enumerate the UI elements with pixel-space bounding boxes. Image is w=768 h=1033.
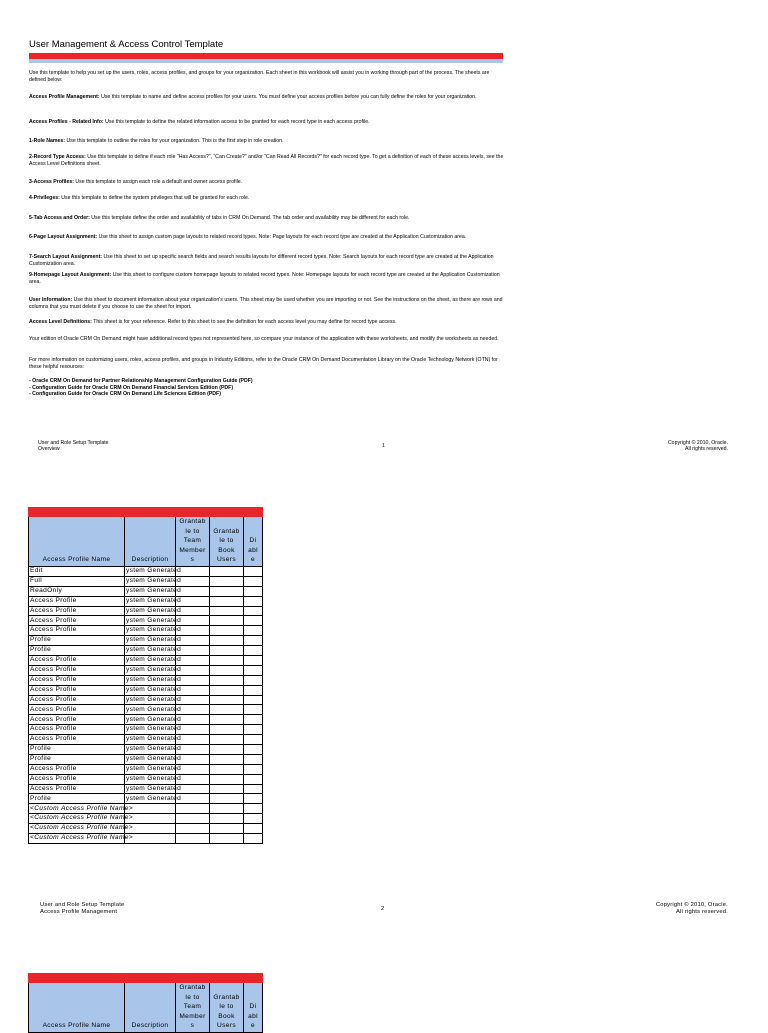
overview-paragraph <box>29 336 505 343</box>
overview-paragraph <box>29 119 505 126</box>
overview-paragraph <box>29 319 505 326</box>
overview-paragraph <box>29 215 505 222</box>
empty-cell[interactable] <box>244 586 263 596</box>
paragraph-text: Use this template to define the related information access to be granted for each record type in each access profile. <box>103 119 370 125</box>
paragraph-heading: Access Level Definitions: <box>29 319 92 325</box>
empty-cell[interactable] <box>244 764 263 774</box>
table-row <box>29 606 263 616</box>
empty-cell[interactable] <box>244 567 263 577</box>
empty-cell[interactable] <box>210 754 244 764</box>
empty-cell[interactable] <box>210 794 244 804</box>
paragraph-text: Use this template to help you set up the users, roles, access profiles, and groups for your organization. Each sheet in this workbook will assist you in working through part of the process. The sheets are defined below: <box>29 70 490 83</box>
description-cell[interactable]: ystem Generated <box>125 705 176 715</box>
empty-cell[interactable] <box>210 626 244 636</box>
paragraph-text: Use this sheet to assign custom page layouts to related record types. Note: Page layouts for each record type are created at the Application Customization area. <box>97 234 467 240</box>
empty-cell[interactable] <box>244 705 263 715</box>
empty-cell[interactable] <box>176 814 210 824</box>
profile-name-cell[interactable]: Profile <box>29 745 125 755</box>
empty-cell[interactable] <box>210 567 244 577</box>
overview-paragraph <box>29 70 505 83</box>
paragraph-heading: Access Profile Management: <box>29 94 100 100</box>
overview-paragraph <box>29 234 505 241</box>
paragraph-text: Use this template to name and define access profiles for your users. You must define your access profiles before you can fully define the roles for your organization. <box>99 94 477 100</box>
empty-cell[interactable] <box>244 824 263 834</box>
overview-paragraph <box>29 195 505 202</box>
description-cell[interactable]: ystem Generated <box>125 725 176 735</box>
profile-name-cell[interactable]: ReadOnly <box>29 586 125 596</box>
table-row <box>29 794 263 804</box>
column-header: Description <box>125 517 176 567</box>
profile-name-cell[interactable]: Full <box>29 576 125 586</box>
overview-paragraph <box>29 154 505 167</box>
paragraph-text: Use this template define the order and availability of tabs in CRM On Demand. The tab order and availability may be different for each role. <box>89 215 410 221</box>
description-cell[interactable]: ystem Generated <box>125 576 176 586</box>
table-row <box>29 745 263 755</box>
access-profile-table <box>28 507 263 844</box>
profile-name-cell[interactable]: Access Profile <box>29 616 125 626</box>
overview-paragraph <box>29 272 505 285</box>
empty-cell[interactable] <box>210 804 244 814</box>
profile-name-cell[interactable]: Access Profile <box>29 656 125 666</box>
column-header: Description <box>125 983 176 1033</box>
table-row <box>29 715 263 725</box>
red-band-cell <box>125 974 176 983</box>
table-row <box>29 725 263 735</box>
empty-cell[interactable] <box>244 616 263 626</box>
empty-cell[interactable] <box>244 834 263 844</box>
custom-profile-name-cell[interactable]: <Custom Access Profile Name> <box>29 834 125 844</box>
description-cell[interactable]: ystem Generated <box>125 567 176 577</box>
empty-cell[interactable] <box>176 804 210 814</box>
profile-name-cell[interactable]: Edit <box>29 567 125 577</box>
profile-name-cell[interactable]: Access Profile <box>29 764 125 774</box>
empty-cell[interactable] <box>210 616 244 626</box>
profile-name-cell[interactable]: Access Profile <box>29 695 125 705</box>
description-cell[interactable]: ystem Generated <box>125 675 176 685</box>
description-cell[interactable]: ystem Generated <box>125 646 176 656</box>
empty-cell[interactable] <box>244 626 263 636</box>
footer-copyright-2 <box>618 902 728 916</box>
access-profile-table-continued <box>28 973 263 1033</box>
description-cell[interactable]: ystem Generated <box>125 784 176 794</box>
empty-cell[interactable] <box>210 646 244 656</box>
resource-link[interactable]: - Oracle CRM On Demand for Partner Relationship Management Configuration Guide (PDF) <box>29 378 253 384</box>
paragraph-text: Use this sheet to configure custom homepage layouts to related record types. Note: Homepage layouts for each record type are created at the Application Customization area. <box>29 272 500 285</box>
overview-paragraph <box>29 94 505 101</box>
empty-cell[interactable] <box>210 576 244 586</box>
paragraph-heading: 2-Record Type Access: <box>29 154 86 160</box>
copyright-line-2: Copyright © 2010, Oracle. <box>655 902 728 908</box>
rights-line: All rights reserved. <box>685 446 728 453</box>
table-row <box>29 774 263 784</box>
column-header: Grantab le to Team Member s <box>176 983 210 1033</box>
profile-name-cell[interactable]: Access Profile <box>29 715 125 725</box>
empty-cell[interactable] <box>244 596 263 606</box>
empty-cell[interactable] <box>210 685 244 695</box>
red-band-cell <box>176 508 210 517</box>
empty-cell[interactable] <box>244 804 263 814</box>
description-cell[interactable]: ystem Generated <box>125 636 176 646</box>
profile-name-cell[interactable]: Profile <box>29 646 125 656</box>
table-row <box>29 567 263 577</box>
paragraph-text: Use this template to assign each role a default and owner access profile. <box>73 179 243 185</box>
overview-paragraph <box>29 179 505 186</box>
red-band-cell <box>244 508 263 517</box>
red-band-cell <box>29 974 125 983</box>
empty-cell[interactable] <box>210 705 244 715</box>
empty-cell[interactable] <box>210 636 244 646</box>
empty-cell[interactable] <box>244 576 263 586</box>
empty-cell[interactable] <box>244 735 263 745</box>
empty-cell[interactable] <box>176 834 210 844</box>
empty-cell[interactable] <box>244 715 263 725</box>
description-cell[interactable]: ystem Generated <box>125 606 176 616</box>
red-band-cell <box>29 508 125 517</box>
custom-profile-row <box>29 834 263 844</box>
empty-cell[interactable] <box>210 606 244 616</box>
paragraph-heading: 9-Homepage Layout Assignment: <box>29 272 112 278</box>
table-row <box>29 646 263 656</box>
empty-cell[interactable] <box>244 745 263 755</box>
paragraph-text: This sheet is for your reference. Refer to this sheet to see the definition for each access level you may define for record type access. <box>91 319 397 325</box>
paragraph-text: Use this template to define if each role "Has Access?", "Can Create?" and/or "Can Read All Records?" for each record type. To get a definition of each of these access levels, see the Access Level Definitions sheet. <box>29 154 504 167</box>
table-row <box>29 784 263 794</box>
empty-cell[interactable] <box>244 774 263 784</box>
column-header: Di abl e <box>244 983 263 1033</box>
description-cell[interactable]: ystem Generated <box>125 754 176 764</box>
header-red-band <box>29 508 263 517</box>
column-header: Grantab le to Book Users <box>210 983 244 1033</box>
paragraph-text: For more information on customizing users, roles, access profiles, and groups in Industry Editions, refer to the Oracle CRM On Demand Documentation Library on the Oracle Technology Network (OTN) for these helpful resources: <box>29 357 498 370</box>
red-band-cell <box>125 508 176 517</box>
red-band-cell <box>210 974 244 983</box>
header-red-band <box>29 974 263 983</box>
empty-cell[interactable] <box>244 646 263 656</box>
resource-list <box>29 378 505 398</box>
overview-paragraph <box>29 138 505 145</box>
profile-name-cell[interactable]: Access Profile <box>29 774 125 784</box>
empty-cell[interactable] <box>210 725 244 735</box>
description-cell[interactable]: ystem Generated <box>125 685 176 695</box>
empty-cell[interactable] <box>244 814 263 824</box>
empty-cell[interactable] <box>210 715 244 725</box>
profile-name-cell[interactable]: Profile <box>29 636 125 646</box>
resource-link[interactable]: - Configuration Guide for Oracle CRM On Demand Life Sciences Edition (PDF) <box>29 391 221 398</box>
page-title: User Management & Access Control Template <box>29 39 224 50</box>
column-header: Grantab le to Book Users <box>210 517 244 567</box>
red-band-cell <box>210 508 244 517</box>
description-cell[interactable]: ystem Generated <box>125 626 176 636</box>
custom-profile-name-cell[interactable]: <Custom Access Profile Name> <box>29 804 125 814</box>
table-row <box>29 586 263 596</box>
rights-line-2: All rights reserved. <box>675 909 728 915</box>
empty-cell[interactable] <box>244 665 263 675</box>
resource-link[interactable]: - Configuration Guide for Oracle CRM On Demand Financial Services Edition (PDF) <box>29 384 234 391</box>
table-row <box>29 656 263 666</box>
table-row <box>29 705 263 715</box>
footer-sheet-name: Overview <box>38 446 60 453</box>
empty-cell[interactable] <box>210 764 244 774</box>
paragraph-heading: 7-Search Layout Assignment: <box>29 254 103 260</box>
empty-cell[interactable] <box>210 656 244 666</box>
paragraph-text: Your edition of Oracle CRM On Demand might have additional record types not represented here, so compare your instance of the application with these worksheets, and modify the worksheets as needed. <box>29 336 499 342</box>
empty-cell[interactable] <box>210 784 244 794</box>
table-row <box>29 735 263 745</box>
table-row <box>29 754 263 764</box>
footer-template-name: User and Role Setup Template <box>38 440 109 446</box>
description-cell[interactable]: ystem Generated <box>125 665 176 675</box>
footer-left-2 <box>40 902 124 916</box>
empty-cell[interactable] <box>244 636 263 646</box>
empty-cell[interactable] <box>244 606 263 616</box>
profile-name-cell[interactable]: Profile <box>29 794 125 804</box>
empty-cell[interactable] <box>210 675 244 685</box>
table-row <box>29 675 263 685</box>
description-cell[interactable]: ystem Generated <box>125 745 176 755</box>
empty-cell[interactable] <box>210 695 244 705</box>
table-row <box>29 685 263 695</box>
empty-cell[interactable] <box>210 745 244 755</box>
description-cell[interactable]: ystem Generated <box>125 764 176 774</box>
profile-name-cell[interactable]: Access Profile <box>29 626 125 636</box>
paragraph-text: Use this sheet to set up specific search fields and search results layouts for different record types. Note: Search layouts for each record type are created at the Application Customization area. <box>29 254 494 267</box>
custom-profile-row <box>29 824 263 834</box>
paragraph-text: Use this template to define the system privileges that will be granted for each role. <box>59 195 250 201</box>
custom-profile-name-cell[interactable]: <Custom Access Profile Name> <box>29 814 125 824</box>
empty-cell[interactable] <box>244 784 263 794</box>
paragraph-heading: Access Profiles - Related Info: <box>29 119 104 125</box>
custom-profile-row <box>29 814 263 824</box>
paragraph-heading: 5-Tab Access and Order: <box>29 215 90 221</box>
empty-cell[interactable] <box>244 675 263 685</box>
profile-name-cell[interactable]: Profile <box>29 754 125 764</box>
paragraph-text: Use this sheet to document information about your organization's users. This sheet may be used whether you are importing or not. See the instructions on the sheet, as there are rows and columns that you must delete if you choose to use the sheet for import. <box>29 297 503 310</box>
description-cell[interactable]: ystem Generated <box>125 695 176 705</box>
description-cell[interactable]: ystem Generated <box>125 596 176 606</box>
paragraph-heading: User Information: <box>29 297 73 303</box>
paragraph-text: Use this template to outline the roles for your organization. This is the first step in role creation. <box>65 138 284 144</box>
custom-profile-row <box>29 804 263 814</box>
table-row <box>29 695 263 705</box>
profile-name-cell[interactable]: Access Profile <box>29 705 125 715</box>
column-header: Access Profile Name <box>29 517 125 567</box>
description-cell[interactable]: ystem Generated <box>125 715 176 725</box>
table-row <box>29 596 263 606</box>
empty-cell[interactable] <box>210 735 244 745</box>
column-header: Di abl e <box>244 517 263 567</box>
paragraph-heading: 6-Page Layout Assignment: <box>29 234 98 240</box>
description-cell[interactable]: ystem Generated <box>125 656 176 666</box>
custom-profile-name-cell[interactable]: <Custom Access Profile Name> <box>29 824 125 834</box>
paragraph-heading: 4-Privileges: <box>29 195 60 201</box>
profile-name-cell[interactable]: Access Profile <box>29 665 125 675</box>
description-cell[interactable]: ystem Generated <box>125 774 176 784</box>
footer-page-number-2: 2 <box>381 906 385 912</box>
footer-page-number: 1 <box>382 443 385 449</box>
empty-cell[interactable] <box>244 685 263 695</box>
column-header-row <box>29 983 263 1033</box>
overview-paragraph <box>29 297 505 310</box>
red-band-cell <box>244 974 263 983</box>
paragraph-heading: 1-Role Names: <box>29 138 66 144</box>
overview-paragraph <box>29 357 505 370</box>
table-row <box>29 764 263 774</box>
footer-sheet-name-2: Access Profile Management <box>40 909 118 915</box>
profile-name-cell[interactable]: Access Profile <box>29 725 125 735</box>
empty-cell[interactable] <box>244 656 263 666</box>
profile-name-cell[interactable]: Access Profile <box>29 606 125 616</box>
empty-cell[interactable] <box>244 794 263 804</box>
table-row <box>29 616 263 626</box>
paragraph-heading: 3-Access Profiles: <box>29 179 74 185</box>
table-row <box>29 665 263 675</box>
empty-cell[interactable] <box>210 834 244 844</box>
empty-cell[interactable] <box>210 665 244 675</box>
empty-cell[interactable] <box>244 754 263 764</box>
profile-name-cell[interactable]: Access Profile <box>29 784 125 794</box>
footer-left <box>38 440 109 453</box>
empty-cell[interactable] <box>244 695 263 705</box>
empty-cell[interactable] <box>244 725 263 735</box>
description-cell[interactable]: ystem Generated <box>125 586 176 596</box>
table-row <box>29 636 263 646</box>
footer-template-name-2: User and Role Setup Template <box>40 902 125 908</box>
footer-copyright <box>628 440 728 453</box>
overview-paragraph <box>29 254 505 267</box>
profile-name-cell[interactable]: Access Profile <box>29 685 125 695</box>
table-row <box>29 576 263 586</box>
description-cell[interactable]: ystem Generated <box>125 794 176 804</box>
red-band-cell <box>176 974 210 983</box>
description-cell[interactable]: ystem Generated <box>125 616 176 626</box>
empty-cell[interactable] <box>210 586 244 596</box>
description-cell[interactable]: ystem Generated <box>125 735 176 745</box>
empty-cell[interactable] <box>210 774 244 784</box>
column-header-row <box>29 517 263 567</box>
title-blue-bar <box>29 59 503 63</box>
empty-cell[interactable] <box>176 824 210 834</box>
empty-cell[interactable] <box>210 824 244 834</box>
table-row <box>29 626 263 636</box>
copyright-line: Copyright © 2010, Oracle. <box>667 440 728 446</box>
column-header: Access Profile Name <box>29 983 125 1033</box>
profile-name-cell[interactable]: Access Profile <box>29 735 125 745</box>
profile-name-cell[interactable]: Access Profile <box>29 675 125 685</box>
column-header: Grantab le to Team Member s <box>176 517 210 567</box>
empty-cell[interactable] <box>210 596 244 606</box>
empty-cell[interactable] <box>210 814 244 824</box>
profile-name-cell[interactable]: Access Profile <box>29 596 125 606</box>
